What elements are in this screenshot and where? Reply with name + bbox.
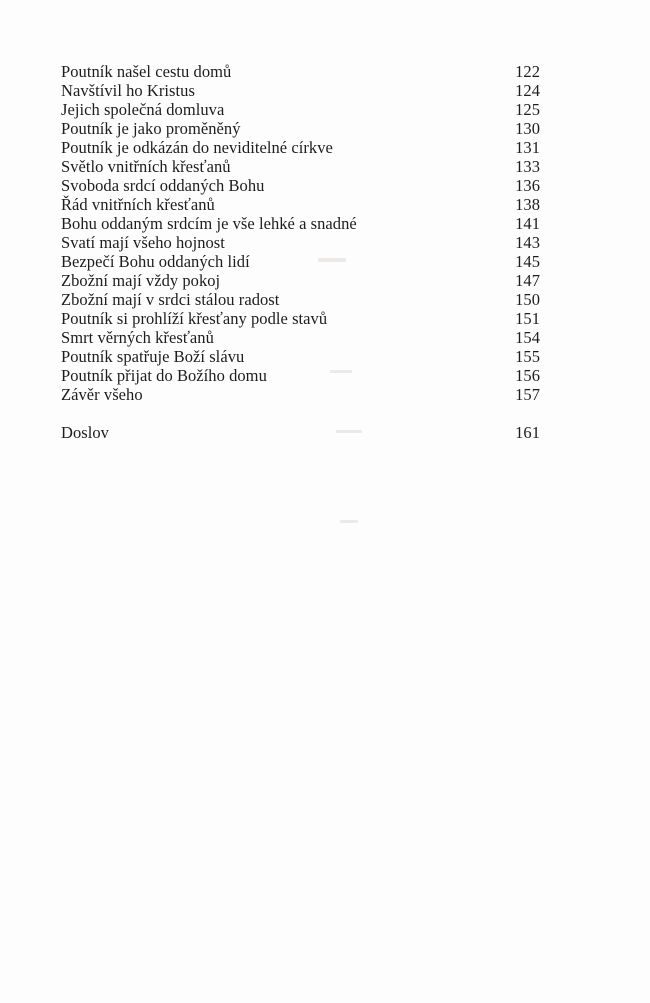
toc-entry[interactable] <box>61 366 540 385</box>
toc-entry-page: 125 <box>515 100 540 119</box>
toc-entry-title: Poutník je jako proměněný <box>61 119 241 138</box>
bleed-through-mark <box>340 520 358 523</box>
toc-entry[interactable] <box>61 100 540 119</box>
toc-entry-page: 151 <box>515 309 540 328</box>
toc-entry-page: 133 <box>515 157 540 176</box>
toc-entry-page: 150 <box>515 290 540 309</box>
toc-entry[interactable] <box>61 271 540 290</box>
toc-entry-page: 143 <box>515 233 540 252</box>
toc-spacer <box>61 404 540 423</box>
table-of-contents <box>61 62 540 442</box>
toc-entry-page: 130 <box>515 119 540 138</box>
toc-entry[interactable] <box>61 385 540 404</box>
toc-entry-page: 141 <box>515 214 540 233</box>
toc-entry[interactable] <box>61 347 540 366</box>
toc-entry-title: Světlo vnitřních křesťanů <box>61 157 231 176</box>
toc-entry-page: 154 <box>515 328 540 347</box>
toc-entry-page: 131 <box>515 138 540 157</box>
toc-entry-page: 138 <box>515 195 540 214</box>
toc-entry[interactable] <box>61 176 540 195</box>
toc-entry-title: Poutník našel cestu domů <box>61 62 232 81</box>
toc-entry-title: Svoboda srdcí oddaných Bohu <box>61 176 265 195</box>
toc-entry-page: 122 <box>515 62 540 81</box>
toc-entry-title: Svatí mají všeho hojnost <box>61 233 225 252</box>
toc-entry-page: 124 <box>515 81 540 100</box>
toc-entry-title: Zbožní mají vždy pokoj <box>61 271 221 290</box>
toc-entry-page: 155 <box>515 347 540 366</box>
toc-entry-title: Doslov <box>61 423 109 442</box>
toc-entry[interactable] <box>61 290 540 309</box>
toc-entry-title: Navštívil ho Kristus <box>61 81 195 100</box>
toc-entry-page: 145 <box>515 252 540 271</box>
toc-entry[interactable] <box>61 138 540 157</box>
toc-entry[interactable] <box>61 214 540 233</box>
toc-entry[interactable] <box>61 81 540 100</box>
toc-entry-title: Poutník spatřuje Boží slávu <box>61 347 245 366</box>
toc-entry-title: Jejich společná domluva <box>61 100 225 119</box>
toc-entry-page: 136 <box>515 176 540 195</box>
toc-entry[interactable] <box>61 233 540 252</box>
toc-entry[interactable] <box>61 157 540 176</box>
toc-entry-title: Řád vnitřních křesťanů <box>61 195 215 214</box>
toc-entry-title: Poutník je odkázán do neviditelné církve <box>61 138 333 157</box>
toc-entry[interactable] <box>61 328 540 347</box>
toc-entry-afterword[interactable] <box>61 423 540 442</box>
toc-entry-title: Zbožní mají v srdci stálou radost <box>61 290 280 309</box>
toc-entry[interactable] <box>61 195 540 214</box>
toc-entry[interactable] <box>61 119 540 138</box>
toc-entry-page: 147 <box>515 271 540 290</box>
toc-entry[interactable] <box>61 252 540 271</box>
toc-entry-page: 156 <box>515 366 540 385</box>
toc-entry-title: Smrt věrných křesťanů <box>61 328 214 347</box>
toc-entry[interactable] <box>61 62 540 81</box>
toc-entry[interactable] <box>61 309 540 328</box>
toc-entry-title: Bohu oddaným srdcím je vše lehké a snadné <box>61 214 357 233</box>
toc-entry-page: 161 <box>515 423 540 442</box>
toc-entry-page: 157 <box>515 385 540 404</box>
toc-entry-title: Poutník přijat do Božího domu <box>61 366 267 385</box>
toc-entry-title: Bezpečí Bohu oddaných lidí <box>61 252 250 271</box>
toc-entry-title: Závěr všeho <box>61 385 143 404</box>
toc-entry-title: Poutník si prohlíží křesťany podle stavů <box>61 309 328 328</box>
